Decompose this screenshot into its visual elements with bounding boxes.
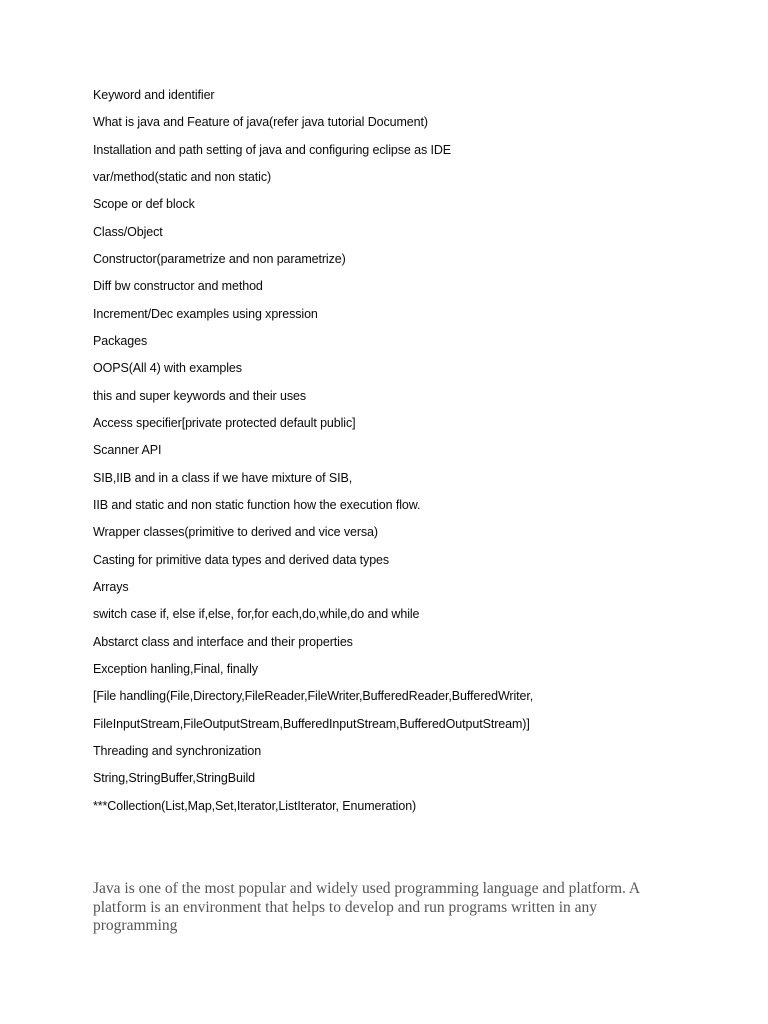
topic-item: FileInputStream,FileOutputStream,BufferedInputStream,BufferedOutputStream)] <box>93 716 530 731</box>
topic-item: this and super keywords and their uses <box>93 388 306 403</box>
topic-item: var/method(static and non static) <box>93 169 272 184</box>
topic-item: Arrays <box>93 579 129 594</box>
topic-item: [File handling(File,Directory,FileReader,FileWriter,BufferedReader,BufferedWriter, <box>93 689 534 704</box>
topic-item: Packages <box>93 333 148 348</box>
topic-item: Class/Object <box>93 224 163 239</box>
topic-item: Scope or def block <box>93 197 195 212</box>
topic-item: switch case if, else if,else, for,for each,do,while,do and while <box>93 607 420 622</box>
topic-item: Casting for primitive data types and derived data types <box>93 552 390 567</box>
topic-item: Constructor(parametrize and non parametrize) <box>93 251 346 266</box>
topic-item: Abstarct class and interface and their properties <box>93 634 353 649</box>
topic-item: Increment/Dec examples using xpression <box>93 306 318 321</box>
topic-item: Diff bw constructor and method <box>93 279 263 294</box>
topic-item: Access specifier[private protected default public] <box>93 415 356 430</box>
topic-item: IIB and static and non static function how the execution flow. <box>93 497 421 512</box>
topic-item: Keyword and identifier <box>93 88 215 102</box>
topic-item: Scanner API <box>93 443 162 458</box>
topic-item: String,StringBuffer,StringBuild <box>93 771 256 786</box>
intro-paragraph: Java is one of the most popular and widely used programming language and platform. A platform is an environment that helps to develop and run programs written in any programming <box>93 880 640 934</box>
topic-item: ***Collection(List,Map,Set,Iterator,ListIterator, Enumeration) <box>93 798 417 813</box>
topic-list <box>93 87 533 825</box>
topic-item: Wrapper classes(primitive to derived and vice versa) <box>93 525 378 540</box>
topic-item: SIB,IIB and in a class if we have mixture of SIB, <box>93 470 353 485</box>
topic-item: Installation and path setting of java and configuring eclipse as IDE <box>93 142 452 157</box>
topic-item: Exception hanling,Final, finally <box>93 661 258 676</box>
topic-item: OOPS(All 4) with examples <box>93 361 242 376</box>
topic-item: Threading and synchronization <box>93 743 262 758</box>
topic-item: What is java and Feature of java(refer java tutorial Document) <box>93 115 428 130</box>
